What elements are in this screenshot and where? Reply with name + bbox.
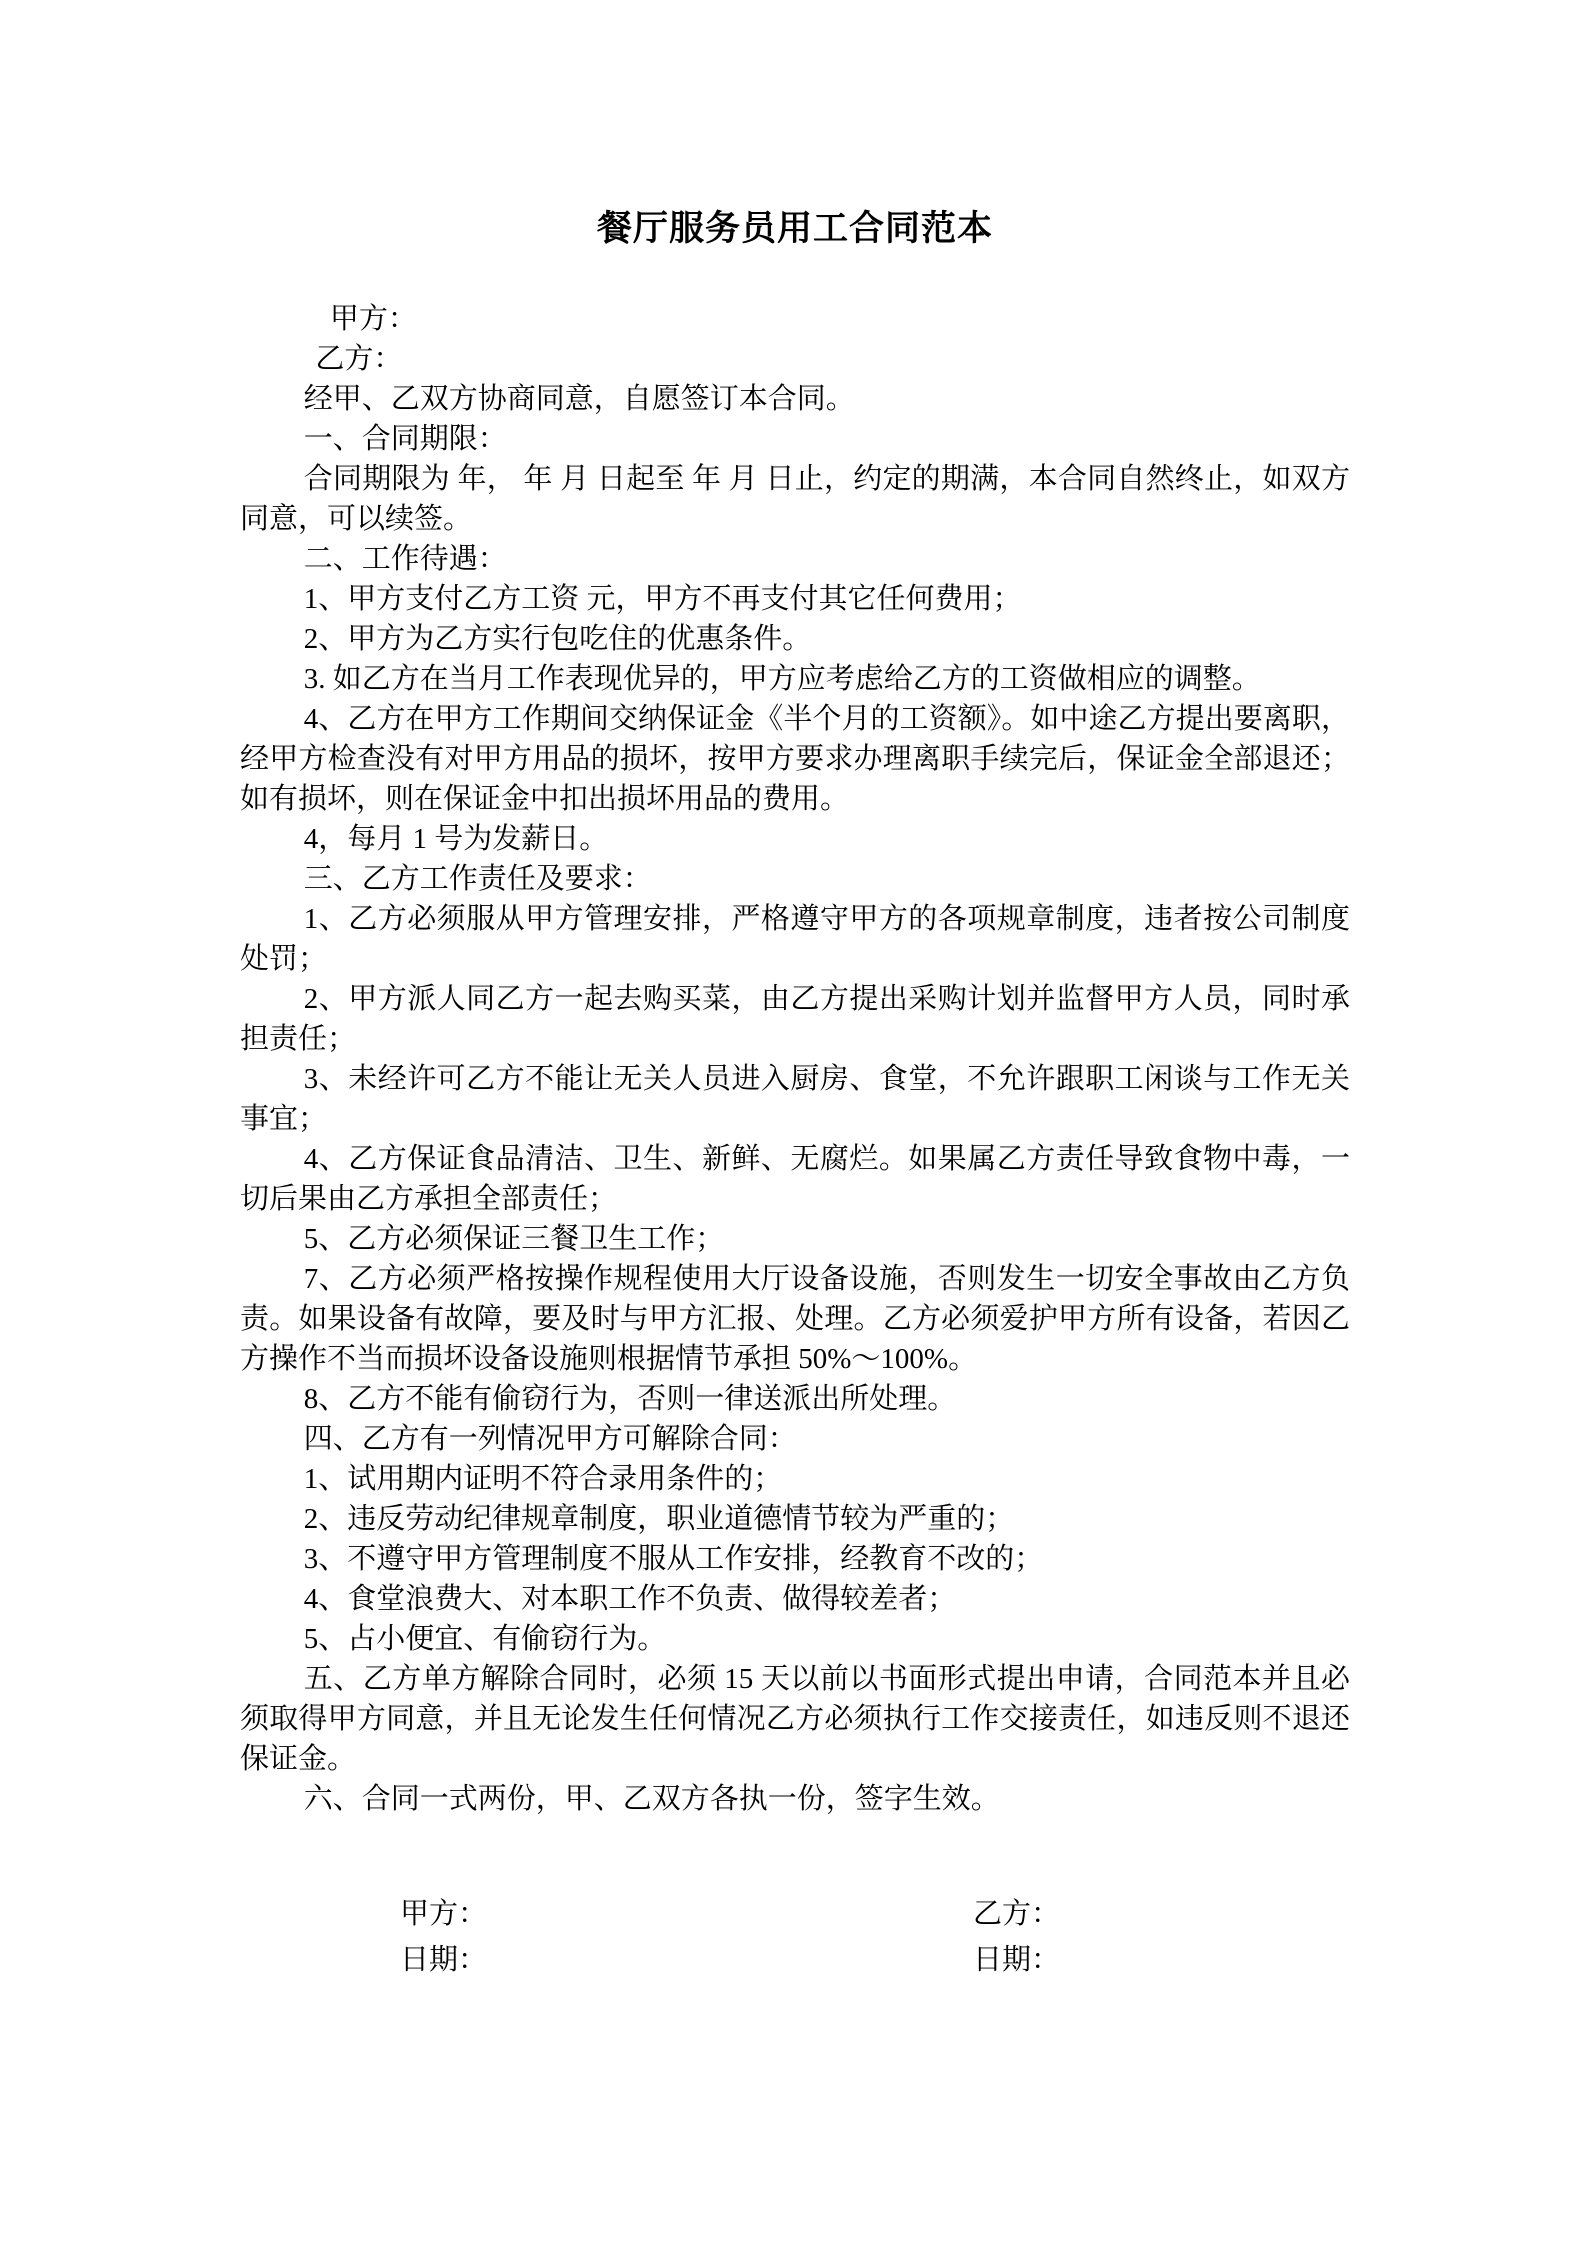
contract-paragraph: 经甲、乙双方协商同意，自愿签订本合同。: [303, 383, 855, 415]
contract-paragraph: 5、乙方必须保证三餐卫生工作；: [303, 1223, 725, 1255]
party-a-signature-label: 甲方：: [400, 1898, 488, 1930]
contract-paragraph: 六、合同一式两份，甲、乙双方各执一份，签字生效。: [303, 1783, 1000, 1815]
contract-paragraph: 3、未经许可乙方不能让无关人员进入厨房、食堂，不允许跟职工闲谈与工作无关事宜；: [240, 1063, 1350, 1135]
contract-paragraph: 合同期限为 年， 年 月 日起至 年 月 日止，约定的期满，本合同自然终止，如双方同意，可以续签。: [240, 463, 1350, 535]
contract-paragraph: 4、食堂浪费大、对本职工作不负责、做得较差者；: [303, 1583, 957, 1615]
contract-paragraph: 2、甲方派人同乙方一起去购买菜，由乙方提出采购计划并监督甲方人员，同时承担责任；: [240, 983, 1350, 1055]
contract-paragraph: 1、试用期内证明不符合录用条件的；: [303, 1463, 783, 1495]
signature-block: [240, 1891, 1350, 1983]
document-title: 餐厅服务员用工合同范本: [596, 209, 993, 248]
contract-paragraph: 四、乙方有一列情况甲方可解除合同：: [303, 1423, 797, 1455]
contract-paragraph: 二、工作待遇：: [303, 543, 507, 575]
contract-paragraph: 5、占小便宜、有偷窃行为。: [303, 1623, 667, 1655]
signature-party-row: [240, 1891, 1350, 1937]
contract-paragraph: 3. 如乙方在当月工作表现优异的，甲方应考虑给乙方的工资做相应的调整。: [303, 663, 1261, 695]
contract-paragraph: 一、合同期限：: [303, 423, 507, 455]
party-b-signature-label: 乙方：: [973, 1898, 1061, 1930]
contract-paragraph: 三、乙方工作责任及要求：: [303, 863, 652, 895]
contract-paragraph: 8、乙方不能有偷窃行为，否则一律送派出所处理。: [303, 1383, 957, 1415]
document-body: [240, 299, 1350, 1819]
contract-paragraph: 2、甲方为乙方实行包吃住的优惠条件。: [303, 623, 812, 655]
contract-paragraph: 1、甲方支付乙方工资 元，甲方不再支付其它任何费用；: [303, 583, 1022, 615]
contract-paragraph: 4、乙方在甲方工作期间交纳保证金《半个月的工资额》。如中途乙方提出要离职，经甲方检查没有对甲方用品的损坏，按甲方要求办理离职手续完后，保证金全部退还；如有损坏，则在保证金中扣出损坏用品的费用。: [240, 703, 1350, 815]
contract-paragraph: 乙方：: [315, 343, 403, 375]
signature-date-row: [240, 1937, 1350, 1983]
contract-paragraph: 2、违反劳动纪律规章制度，职业道德情节较为严重的；: [303, 1503, 1015, 1535]
contract-paragraph: 甲方：: [329, 303, 417, 335]
party-b-date-label: 日期：: [973, 1944, 1061, 1976]
contract-paragraph: 1、乙方必须服从甲方管理安排，严格遵守甲方的各项规章制度，违者按公司制度处罚；: [240, 903, 1350, 975]
party-a-date-label: 日期：: [400, 1944, 488, 1976]
contract-paragraph: 五、乙方单方解除合同时，必须 15 天以前以书面形式提出申请，合同范本并且必须取得甲方同意，并且无论发生任何情况乙方必须执行工作交接责任，如违反则不退还保证金。: [240, 1663, 1350, 1775]
contract-paragraph: 3、不遵守甲方管理制度不服从工作安排，经教育不改的；: [303, 1543, 1044, 1575]
contract-paragraph: 4，每月 1 号为发薪日。: [303, 823, 609, 855]
contract-paragraph: 4、乙方保证食品清洁、卫生、新鲜、无腐烂。如果属乙方责任导致食物中毒，一切后果由乙方承担全部责任；: [240, 1143, 1350, 1215]
contract-paragraph: 7、乙方必须严格按操作规程使用大厅设备设施，否则发生一切安全事故由乙方负责。如果设备有故障，要及时与甲方汇报、处理。乙方必须爱护甲方所有设备，若因乙方操作不当而损坏设备设施则根据情节承担 50%～100%。: [240, 1263, 1350, 1375]
